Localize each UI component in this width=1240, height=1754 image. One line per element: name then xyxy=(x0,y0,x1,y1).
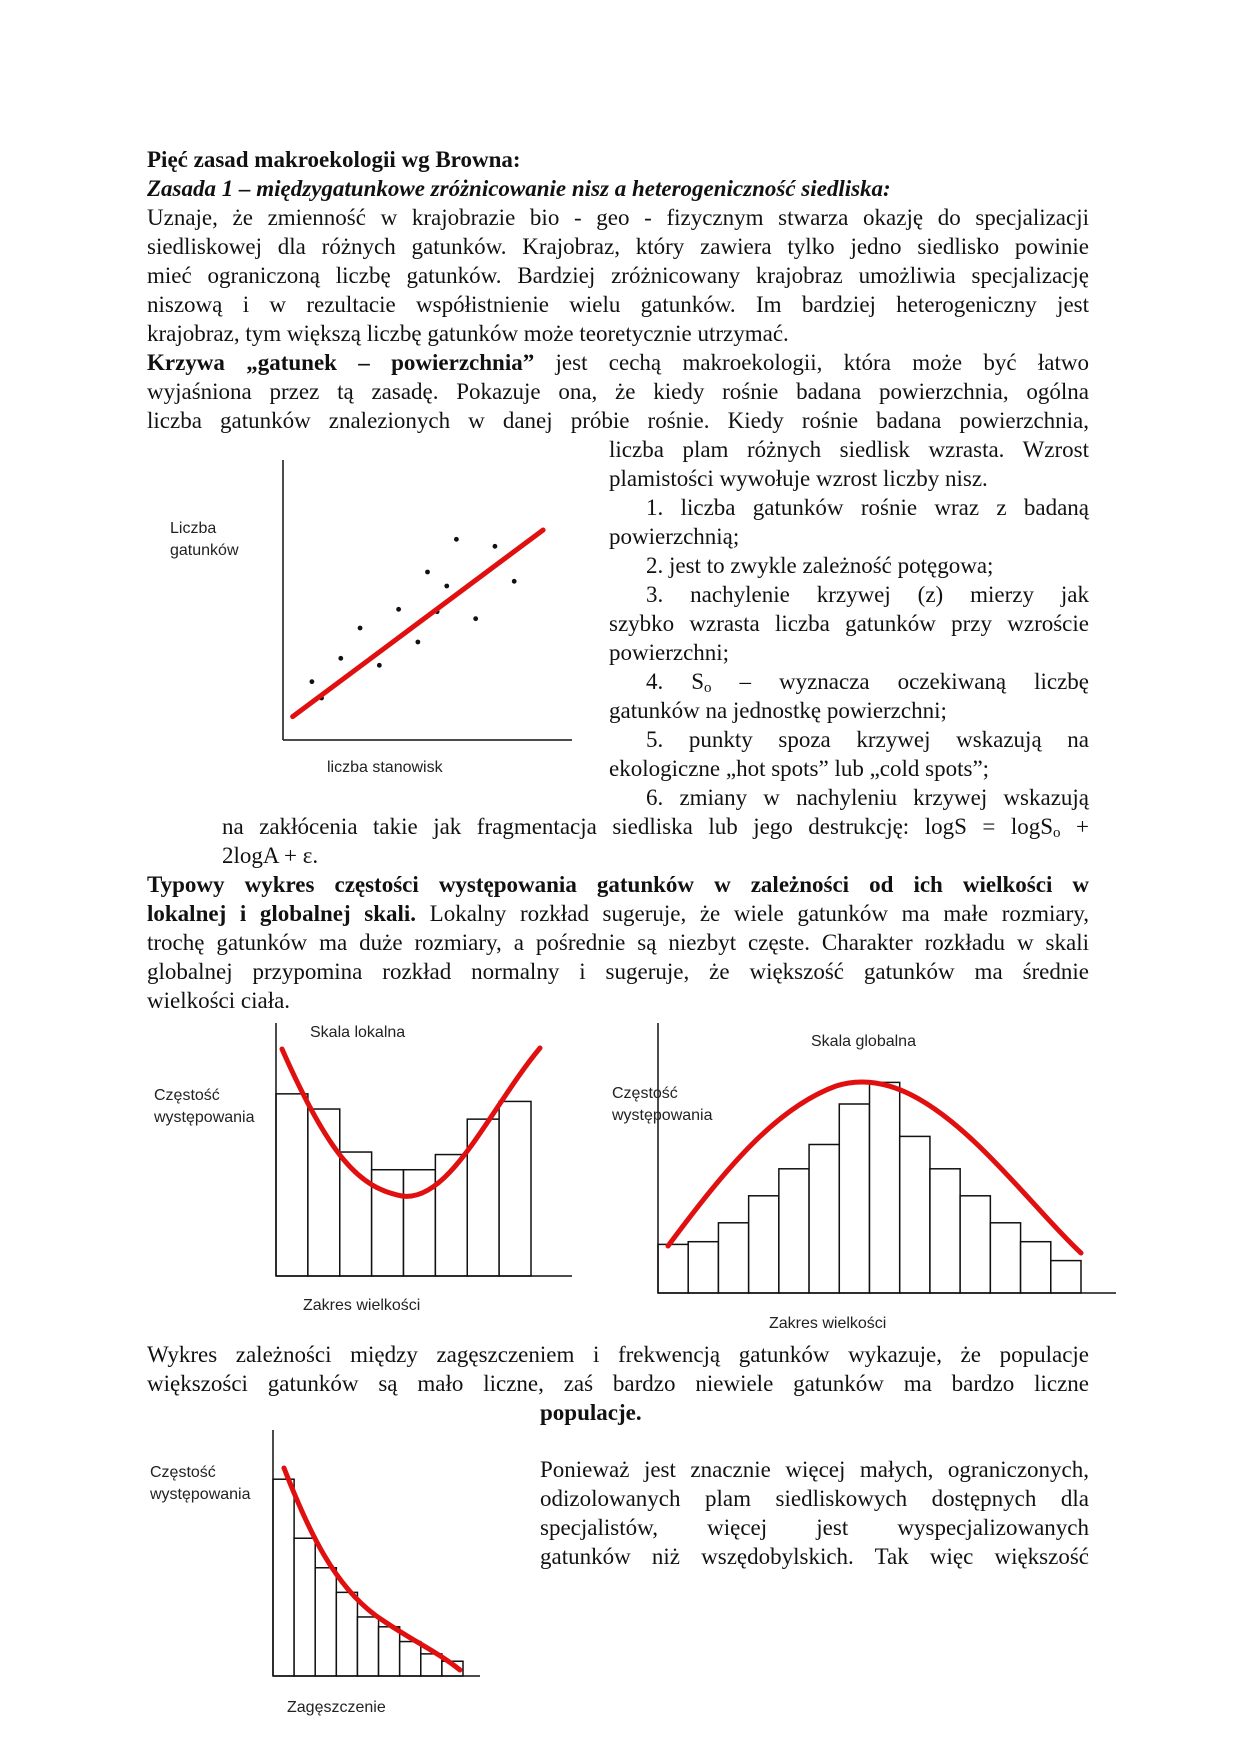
y-axis-label: Częstość występowania xyxy=(154,1087,255,1126)
data-point xyxy=(444,584,449,589)
density-last: populacje. xyxy=(540,1400,642,1425)
species-area-scatter-chart xyxy=(150,455,590,785)
bar xyxy=(357,1617,378,1676)
bar xyxy=(1021,1242,1051,1293)
right-col-line: plamistości wywołuje wzrost liczby nisz. xyxy=(609,466,988,491)
bar xyxy=(400,1642,421,1676)
chart-title: Skala globalna xyxy=(811,1033,916,1050)
data-point xyxy=(473,616,478,621)
bar xyxy=(315,1568,336,1676)
final-line: specjalistów, więcej jest wyspecjalizowanych xyxy=(540,1515,1089,1540)
density-line: Wykres zależności między zagęszczeniem i frekwencją gatunków wykazuje, że populacje xyxy=(147,1342,1089,1367)
list-item-5 xyxy=(646,726,1089,755)
bar xyxy=(960,1196,990,1293)
list-item-3 xyxy=(646,581,1089,610)
right-col-line: liczba plam różnych siedlisk wzrasta. Wzrost xyxy=(609,437,1089,462)
freq-bold-part: lokalnej i globalnej skali. xyxy=(147,901,417,926)
bar xyxy=(658,1244,688,1293)
data-point xyxy=(377,663,382,668)
bar xyxy=(809,1145,839,1294)
intro-line: mieć ograniczoną liczbę gatunków. Bardziej zróżnicowany krajobraz umożliwia specjalizację xyxy=(147,263,1089,288)
bar xyxy=(1051,1261,1081,1293)
list-item-5-cont: ekologiczne „hot spots” lub „cold spots”; xyxy=(609,756,990,781)
freq-bold-line: Typowy wykres częstości występowania gatunków w zależności od ich wielkości w xyxy=(147,872,1089,897)
data-point xyxy=(415,640,420,645)
list-text: liczba gatunków rośnie wraz z badaną xyxy=(680,495,1090,520)
curve-line-first xyxy=(147,349,1089,378)
intro-line: niszową i w rezultacie współistnienie wielu gatunków. Im bardziej heterogeniczny jest xyxy=(147,292,1089,317)
bar xyxy=(499,1101,531,1276)
bar xyxy=(718,1223,748,1293)
list-item-3-cont: szybko wzrasta liczba gatunków przy wzroście xyxy=(609,611,1089,636)
data-point xyxy=(493,544,498,549)
y-axis-label: Liczba gatunków xyxy=(170,520,239,559)
x-axis-label: Zakres wielkości xyxy=(769,1315,887,1332)
global-scale-bar-chart xyxy=(606,1018,1126,1338)
list-item-2 xyxy=(646,552,993,581)
bar xyxy=(379,1627,400,1676)
final-line: odizolowanych plam siedliskowych dostępnych dla xyxy=(540,1486,1089,1511)
intro-line: Uznaje, że zmienność w krajobrazie bio - geo - fizycznym stwarza okazję do specjalizacji xyxy=(147,205,1089,230)
bar xyxy=(276,1094,308,1276)
data-point xyxy=(358,626,363,631)
bar xyxy=(870,1082,900,1293)
curve-line: liczba gatunków znalezionych w danej próbie rośnie. Kiedy rośnie badana powierzchnia, xyxy=(147,408,1089,433)
bar xyxy=(294,1538,315,1676)
bar xyxy=(900,1136,930,1293)
curve-bold: Krzywa „gatunek – powierzchnia” xyxy=(147,350,535,375)
local-scale-bar-chart xyxy=(150,1018,590,1318)
bar xyxy=(688,1242,718,1293)
bar xyxy=(990,1223,1020,1293)
curve-line: wyjaśniona przez tą zasadę. Pokazuje ona, że kiedy rośnie badana powierzchnia, ogólna xyxy=(147,379,1089,404)
data-point xyxy=(425,570,430,575)
bar xyxy=(930,1169,960,1293)
bar xyxy=(336,1592,357,1676)
freq-rest: Lokalny rozkład sugeruje, że wiele gatunków ma małe rozmiary, xyxy=(416,901,1089,926)
rule1-title: Zasada 1 – międzygatunkowe zróżnicowanie nisz a heterogeniczność siedliska: xyxy=(147,176,891,201)
list-item-3-cont: powierzchni; xyxy=(609,640,730,665)
freq-line: wielkości ciała. xyxy=(147,988,291,1013)
data-point xyxy=(338,656,343,661)
bar xyxy=(779,1169,809,1293)
list-num: 5. xyxy=(646,727,664,752)
data-point xyxy=(396,607,401,612)
list-text: – wyznacza oczekiwaną liczbę xyxy=(739,669,1089,694)
list-num: 4. xyxy=(646,669,664,694)
freq-line xyxy=(147,900,1089,929)
list-item-6 xyxy=(646,784,1089,813)
list-text: nachylenie krzywej (z) mierzy jak xyxy=(690,582,1089,607)
density-bar-chart xyxy=(150,1425,490,1725)
list-item-6-formula: 2logA + ε. xyxy=(222,843,319,868)
density-line: większości gatunków są mało liczne, zaś bardzo niewiele gatunków ma bardzo liczne xyxy=(147,1371,1089,1396)
final-line: Ponieważ jest znacznie więcej małych, ograniczonych, xyxy=(540,1457,1089,1482)
trend-line xyxy=(293,530,543,717)
freq-line: globalnej przypomina rozkład normalny i sugeruje, że większość gatunków ma średnie xyxy=(147,959,1089,984)
list-num: 6. xyxy=(646,785,664,810)
list-num: 2. xyxy=(646,553,664,578)
bar xyxy=(839,1104,869,1293)
y-axis-label: Częstość występowania xyxy=(612,1085,713,1124)
intro-line: siedliskowej dla różnych gatunków. Krajobraz, który zawiera tylko jedno siedlisko powinie xyxy=(147,234,1089,259)
page-heading: Pięć zasad makroekologii wg Browna: xyxy=(147,147,521,172)
list-text: punkty spoza krzywej wskazują na xyxy=(688,727,1089,752)
x-axis-label: liczba stanowisk xyxy=(327,759,443,776)
list-num: 3. xyxy=(646,582,664,607)
list-item-4-cont: gatunków na jednostkę powierzchni; xyxy=(609,698,947,723)
bar xyxy=(749,1196,779,1293)
intro-line: krajobraz, tym większą liczbę gatunków może teoretycznie utrzymać. xyxy=(147,321,789,346)
data-point xyxy=(512,579,517,584)
list-item-1-cont: powierzchnią; xyxy=(609,524,740,549)
final-line: gatunków niż wszędobylskich. Tak więc większość xyxy=(540,1544,1089,1569)
x-axis-label: Zagęszczenie xyxy=(287,1699,386,1716)
list-item-1 xyxy=(646,494,1089,523)
list-symbol: $S_o$ xyxy=(691,669,712,696)
chart-title: Skala lokalna xyxy=(310,1024,406,1041)
list-num: 1. xyxy=(646,495,664,520)
list-text: zmiany w nachyleniu krzywej wskazują xyxy=(679,785,1090,810)
data-point xyxy=(310,679,315,684)
bar xyxy=(273,1479,294,1676)
list-text: jest to zwykle zależność potęgowa; xyxy=(669,553,994,578)
y-axis-label: Częstość występowania xyxy=(150,1464,251,1503)
list-item-6-cont: na zakłócenia takie jak fragmentacja siedliska lub jego destrukcję: logS = logS$_o$ + xyxy=(222,814,1089,841)
freq-line: trochę gatunków ma duże rozmiary, a pośrednie są niezbyt częste. Charakter rozkładu w skali xyxy=(147,930,1089,955)
data-point xyxy=(454,537,459,542)
x-axis-label: Zakres wielkości xyxy=(303,1297,421,1314)
curve-line1-rest: jest cechą makroekologii, która może być łatwo xyxy=(555,350,1089,375)
